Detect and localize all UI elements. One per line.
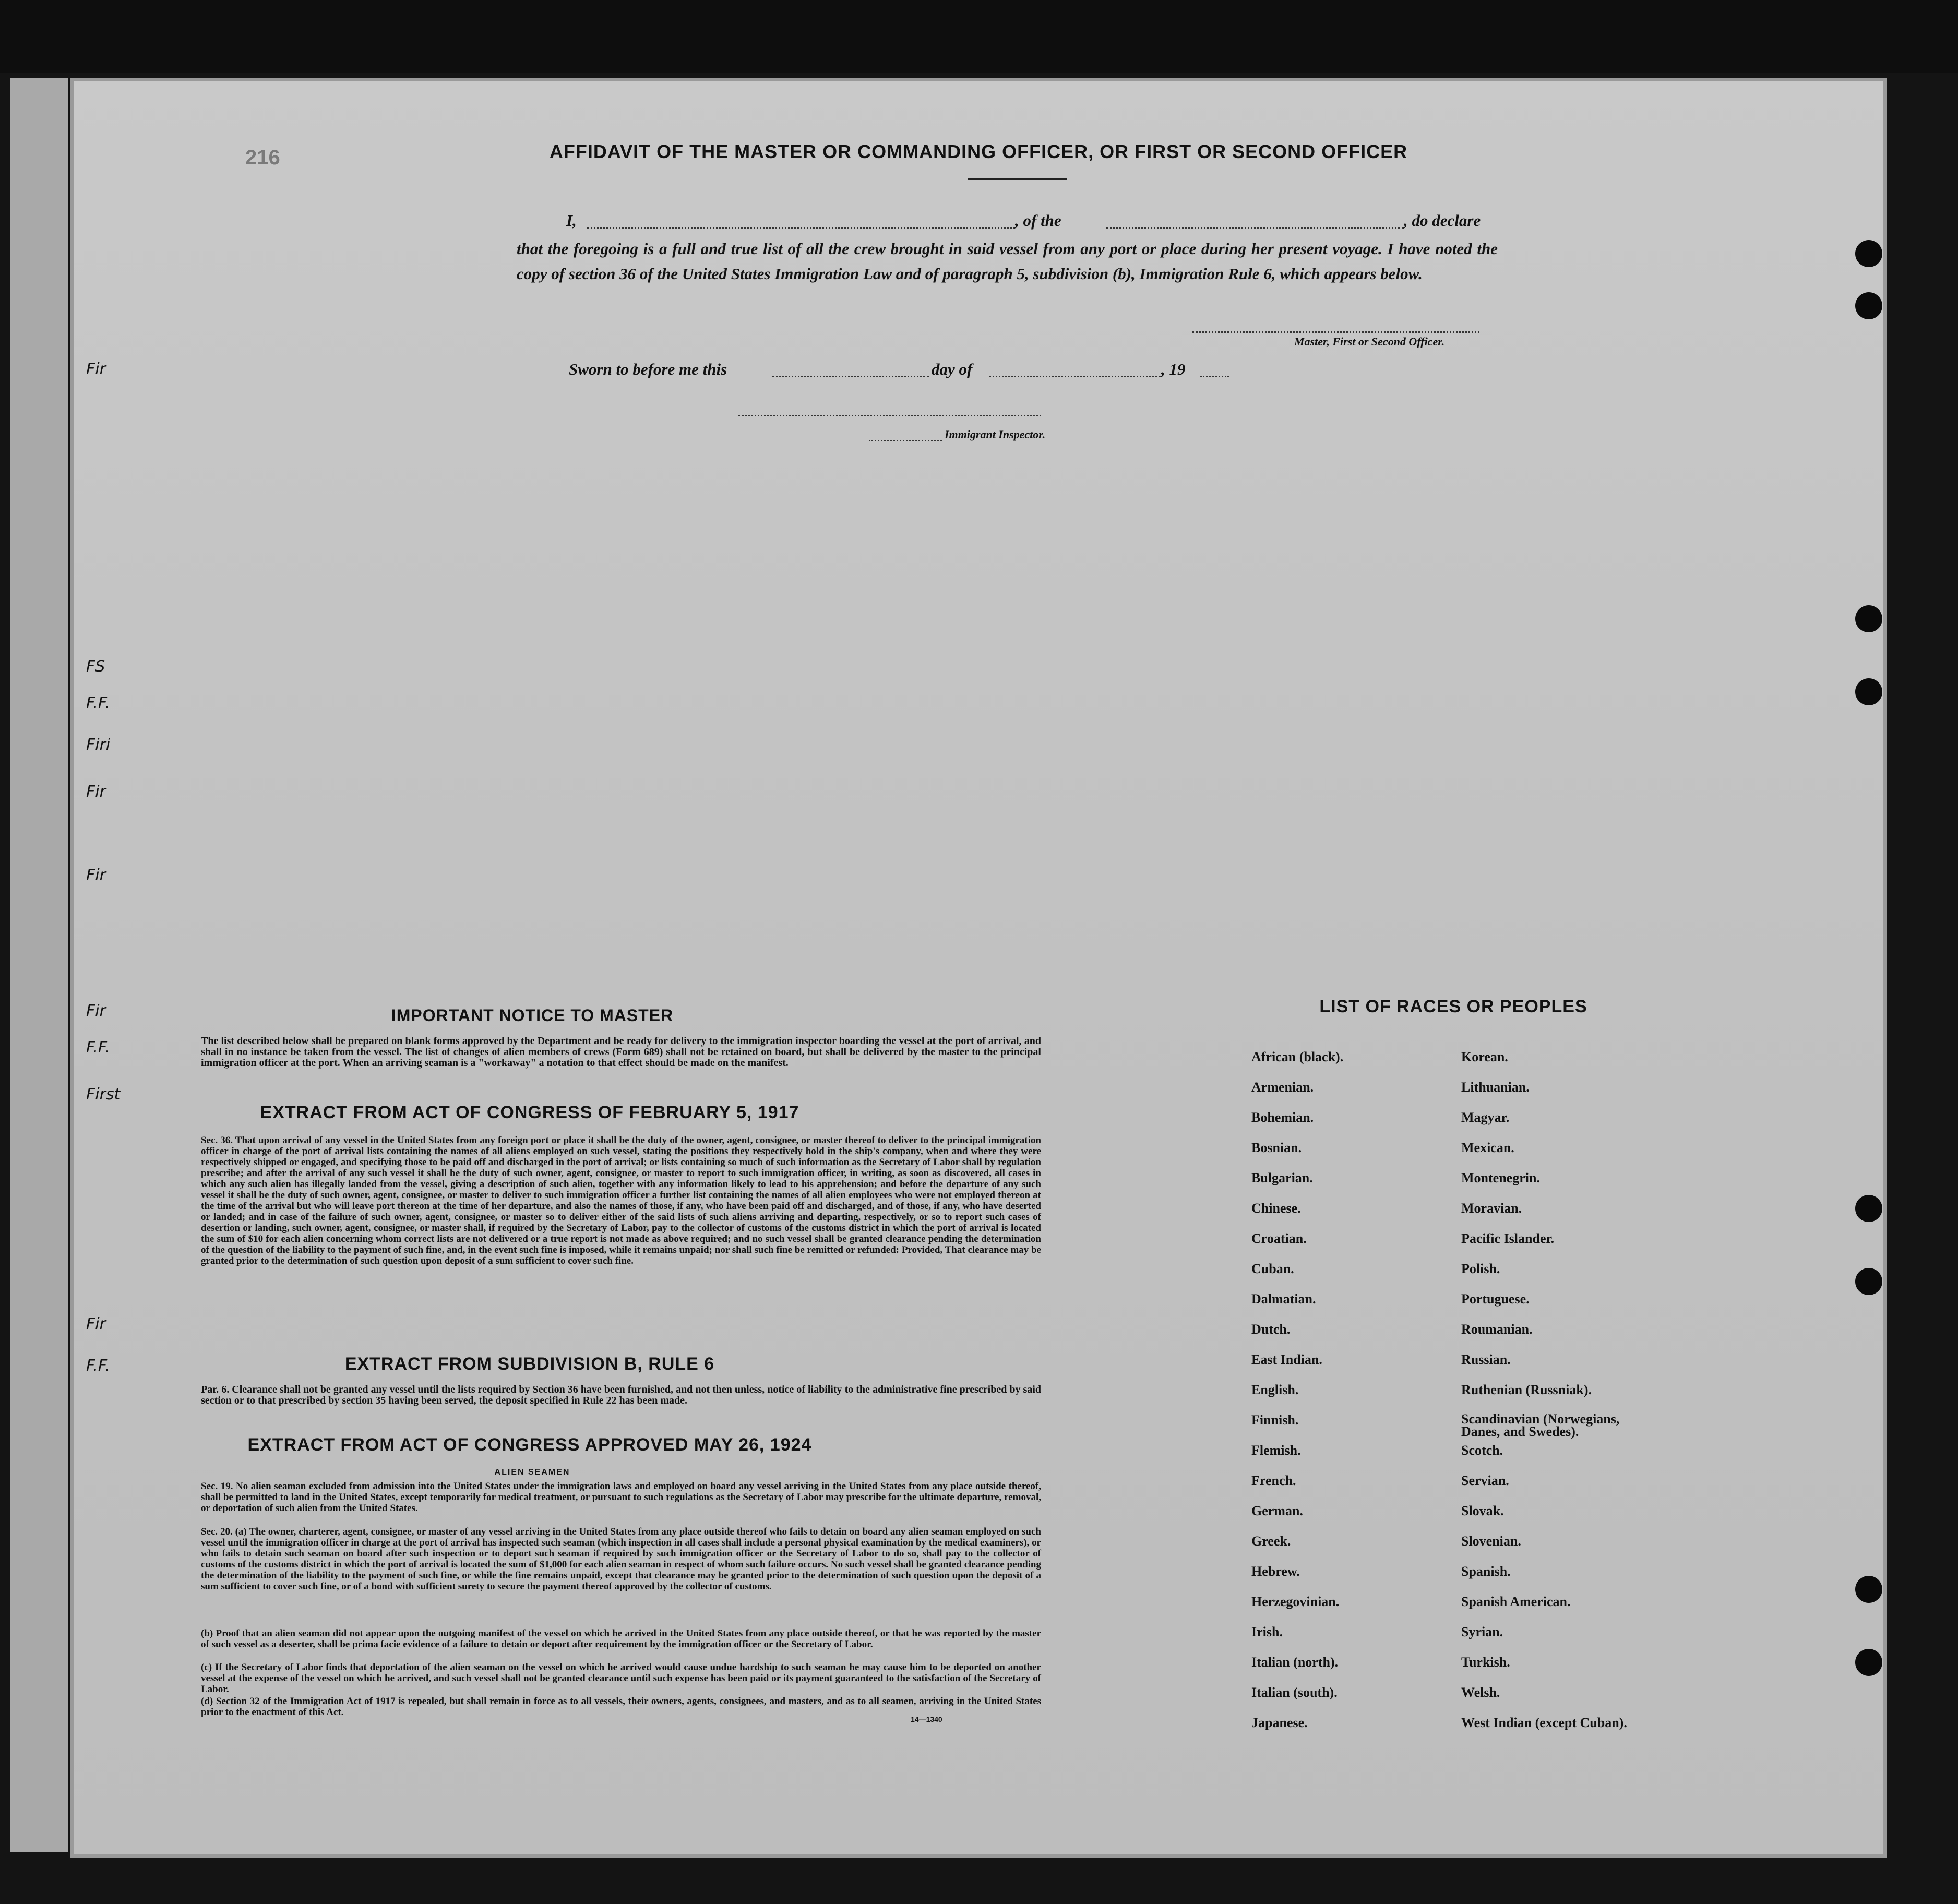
sworn-text-a: Sworn to before me this (569, 360, 727, 378)
race-entry: Scotch. (1461, 1443, 1503, 1458)
extract-1924-sec20b: (b) Proof that an alien seaman did not appear upon the outgoing manifest of the vessel on which he arrived in the United States from any place outside thereof, or that he was reported by the master of such vessel as a deserter, shall be prima facie evidence of a failure to detain or deport after requirement by the immigration officer or the Secretary of Labor. (201, 1628, 1041, 1650)
affidavit-name-blank (587, 227, 1015, 229)
race-entry: Spanish American. (1461, 1594, 1571, 1609)
signature-line (1192, 331, 1479, 333)
binder-hole (1855, 678, 1882, 705)
race-entry: Welsh. (1461, 1685, 1500, 1700)
binder-hole (1855, 1195, 1882, 1222)
page-edge-shadow (0, 0, 1958, 73)
side-note: Fir (86, 783, 106, 801)
race-entry: Slovak. (1461, 1503, 1504, 1518)
sworn-text-b: day of (932, 360, 973, 378)
affidavit-line1-i: I, (566, 211, 577, 230)
extract-rule6-title: EXTRACT FROM SUBDIVISION B, RULE 6 (344, 1354, 715, 1374)
notice-title: IMPORTANT NOTICE TO MASTER (391, 1006, 674, 1025)
race-entry: Finnish. (1251, 1412, 1299, 1428)
race-entry: Flemish. (1251, 1443, 1301, 1458)
race-entry: Montenegrin. (1461, 1170, 1540, 1185)
side-note: Fir (86, 360, 106, 378)
sworn-day-blank (772, 376, 929, 377)
race-entry: Lithuanian. (1461, 1080, 1530, 1095)
race-entry: Bohemian. (1251, 1110, 1314, 1125)
notice-text: The list described below shall be prepared on blank forms approved by the Department and be ready for delivery to the immigration inspector boarding the vessel at the port of arrival, and shall in no instance be taken from the vessel. The list of changes of alien members of crews (Form 689) shall not be retained on board, but shall be delivered by the master to the principal immigration officer at the port. When an arriving seaman is a "workaway" a notation to that effect should be made on the manifest. (201, 1035, 1041, 1069)
side-note: First (86, 1085, 121, 1104)
race-entry: West Indian (except Cuban). (1461, 1715, 1627, 1730)
side-note: FS (86, 657, 105, 676)
race-entry: Polish. (1461, 1261, 1500, 1276)
side-note: Firi (86, 736, 111, 754)
race-entry: French. (1251, 1473, 1296, 1488)
race-entry: Bulgarian. (1251, 1170, 1313, 1185)
document-sheet (70, 78, 1887, 1858)
race-entry: Turkish. (1461, 1655, 1510, 1670)
race-entry: Slovenian. (1461, 1534, 1521, 1549)
race-entry: Syrian. (1461, 1624, 1503, 1639)
race-entry: Scandinavian (Norwegians, Danes, and Swedes). (1461, 1411, 1620, 1439)
race-entry: Spanish. (1461, 1564, 1511, 1579)
sworn-text-c: , 19 (1161, 360, 1186, 378)
side-note: F.F. (86, 1038, 110, 1057)
race-entry: Armenian. (1251, 1080, 1314, 1095)
race-entry: Magyar. (1461, 1110, 1510, 1125)
race-entry: Dutch. (1251, 1322, 1291, 1337)
sworn-month-blank (989, 376, 1161, 377)
side-note: Fir (86, 1002, 106, 1020)
affidavit-body: that the foregoing is a full and true list of all the crew brought in said vessel from any port or place during her present voyage. I have noted the copy of section 36 of the United States Immigration Law and of paragraph 5, subdivision (b), Immigration Rule 6, which appears below. (517, 240, 1498, 283)
signature-label: Master, First or Second Officer. (1294, 335, 1445, 348)
affidavit-line1-of: , of the (1015, 211, 1061, 230)
affidavit-title-rule (968, 178, 1067, 180)
race-entry: Roumanian. (1461, 1322, 1533, 1337)
extract-1924-sec19: Sec. 19. No alien seaman excluded from admission into the United States under the immigration laws and employed on board any vessel arriving in the United States from any place outside thereof, shall be permitted to land in the United States, except temporarily for medical treatment, or pursuant to such regulations as the Secretary of Labor may prescribe for the ultimate departure, removal, or deportation of such alien from the United States. (201, 1481, 1041, 1514)
binder-hole (1855, 1649, 1882, 1676)
race-entry: Dalmatian. (1251, 1291, 1316, 1307)
affidavit-line1-declare: , do declare (1404, 211, 1481, 230)
race-entry: German. (1251, 1503, 1303, 1518)
race-entry: English. (1251, 1382, 1299, 1397)
race-entry: Bosnian. (1251, 1140, 1302, 1155)
extract-1924-sec20d: (d) Section 32 of the Immigration Act of 1917 is repealed, but shall remain in force as to all vessels, their owners, agents, consignees, and masters, and as to all seamen, arriving in the United States prior to the enactment of this Act. (201, 1696, 1041, 1718)
extract-1917-text: Sec. 36. That upon arrival of any vessel in the United States from any foreign port or place it shall be the duty of the owner, agent, consignee, or master thereof to deliver to the principal immigration officer in charge of the port of arrival lists containing the names of all aliens employed on such vessel, stating the positions they respectively hold in the ship's company, when and where they were respectively shipped or engaged, and specifying those to be paid off and discharged in the port of arrival; or lists containing so much of such information as the Secretary of Labor shall by regulation prescribe; and after the arrival of any such vessel it shall be the duty of such owner, agent, consignee, or master to report to such immigration officer, in writing, as soon as discovered, all cases in which any such alien has illegally landed from the vessel, giving a description of such alien, together with any information likely to lead to his apprehension; and before the departure of any such vessel it shall be the duty of such owner, agent, consignee, or master to deliver to such immigration officer a further list containing the names of all alien employees who were not employed thereon at the time of the arrival but who will leave port thereon at the time of her departure, and also the names of those, if any, who have been paid off and discharged, and of those, if any, who have deserted or landed; and in case of the failure of such owner, agent, consignee, or master so to deliver either of the said lists of such aliens arriving and departing, respectively, or so to report such cases of desertion or landing, such owner, agent, consignee, or master shall, if required by the Secretary of Labor, pay to the collector of customs of the customs district in which the port of arrival is located the sum of $10 for each alien concerning whom correct lists are not delivered or a true report is not made as above required; and no such vessel shall be granted clearance pending the determination of the question of the liability to the payment of such fine, and, in the event such fine is imposed, while it remains unpaid; nor shall such fine be remitted or refunded: Provided, That clearance may be granted prior to the determination of such question upon deposit of a sum sufficient to cover such fine. (201, 1135, 1041, 1266)
race-entry: Ruthenian (Russniak). (1461, 1382, 1592, 1397)
race-entry: East Indian. (1251, 1352, 1322, 1367)
sworn-year-blank (1200, 376, 1229, 377)
race-entry: Irish. (1251, 1624, 1283, 1639)
race-entry: Cuban. (1251, 1261, 1294, 1276)
race-entry: Korean. (1461, 1049, 1508, 1064)
binder-hole (1855, 240, 1882, 267)
extract-rule6-text: Par. 6. Clearance shall not be granted any vessel until the lists required by Section 36 have been furnished, and not then unless, notice of liability to the administrative fine prescribed by said section or to that prescribed by section 35 having been served, the deposit specified in Rule 22 has been made. (201, 1384, 1041, 1406)
extract-1924-sec20c: (c) If the Secretary of Labor finds that deportation of the alien seaman on the vessel on which he arrived would cause undue hardship to such seaman he may cause him to be deported on another vessel at the expense of the vessel on which he arrived, and such vessel shall not be granted clearance until such expense has been paid or its payment guaranteed to the satisfaction of the Secretary of Labor. (201, 1662, 1041, 1695)
affidavit-title: AFFIDAVIT OF THE MASTER OR COMMANDING OFFICER, OR FIRST OR SECOND OFFICER (549, 141, 1408, 162)
previous-page-strip (10, 78, 68, 1852)
side-note: Fir (86, 866, 106, 884)
extract-1924-title: EXTRACT FROM ACT OF CONGRESS APPROVED MAY 26, 1924 (247, 1435, 812, 1455)
side-note: F.F. (86, 694, 110, 712)
form-number: 14—1340 (911, 1715, 942, 1723)
race-entry: Chinese. (1251, 1201, 1301, 1216)
race-entry: Italian (north). (1251, 1655, 1339, 1670)
binder-hole (1855, 292, 1882, 319)
inspector-label: Immigrant Inspector. (945, 428, 1046, 441)
race-entry: Italian (south). (1251, 1685, 1338, 1700)
side-note: Fir (86, 1315, 106, 1333)
extract-1924-sec20a: Sec. 20. (a) The owner, charterer, agent, consignee, or master of any vessel arriving in the United States from any place outside thereof who fails to detain on board any alien seaman employed on such vessel until the immigration officer in charge at the port of arrival has inspected such seaman (which inspection in all cases shall include a personal physical examination by the medical examiners), or who fails to detain such seaman on board after such inspection or to deport such seaman if required by such immigration officer or the Secretary of Labor to do so, shall pay to the collector of customs of the customs district in which the port of arrival is located the sum of $1,000 for each alien seaman in respect of whom such failure occurs. No such vessel shall be granted clearance pending the determination of the liability to the payment of such fine, or while the fine remains unpaid, except that clearance may be granted prior to the determination of such question upon the deposit of a sum sufficient to cover such fine, or of a bond with sufficient surety to secure the payment thereof approved by the collector of customs. (201, 1526, 1041, 1592)
page-number: 216 (245, 146, 280, 169)
race-entry: Russian. (1461, 1352, 1511, 1367)
side-note: F.F. (86, 1357, 110, 1375)
binder-hole (1855, 1576, 1882, 1603)
race-entry: Croatian. (1251, 1231, 1307, 1246)
binder-hole (1855, 1268, 1882, 1295)
alien-seamen-subtitle: ALIEN SEAMEN (494, 1468, 570, 1477)
affidavit-vessel-blank (1106, 227, 1404, 229)
race-entry: African (black). (1251, 1049, 1344, 1064)
race-entry: Pacific Islander. (1461, 1231, 1555, 1246)
race-entry: Mexican. (1461, 1140, 1514, 1155)
inspector-line (738, 415, 1041, 416)
race-entry: Portuguese. (1461, 1291, 1530, 1307)
race-entry: Herzegovinian. (1251, 1594, 1340, 1609)
race-entry: Servian. (1461, 1473, 1509, 1488)
extract-1917-title: EXTRACT FROM ACT OF CONGRESS OF FEBRUARY 5, 1917 (260, 1103, 799, 1122)
races-title: LIST OF RACES OR PEOPLES (1319, 997, 1587, 1016)
inspector-line-2 (869, 440, 942, 441)
binder-hole (1855, 605, 1882, 632)
race-entry: Hebrew. (1251, 1564, 1300, 1579)
race-entry: Moravian. (1461, 1201, 1522, 1216)
race-entry: Japanese. (1251, 1715, 1308, 1730)
race-entry: Greek. (1251, 1534, 1291, 1549)
